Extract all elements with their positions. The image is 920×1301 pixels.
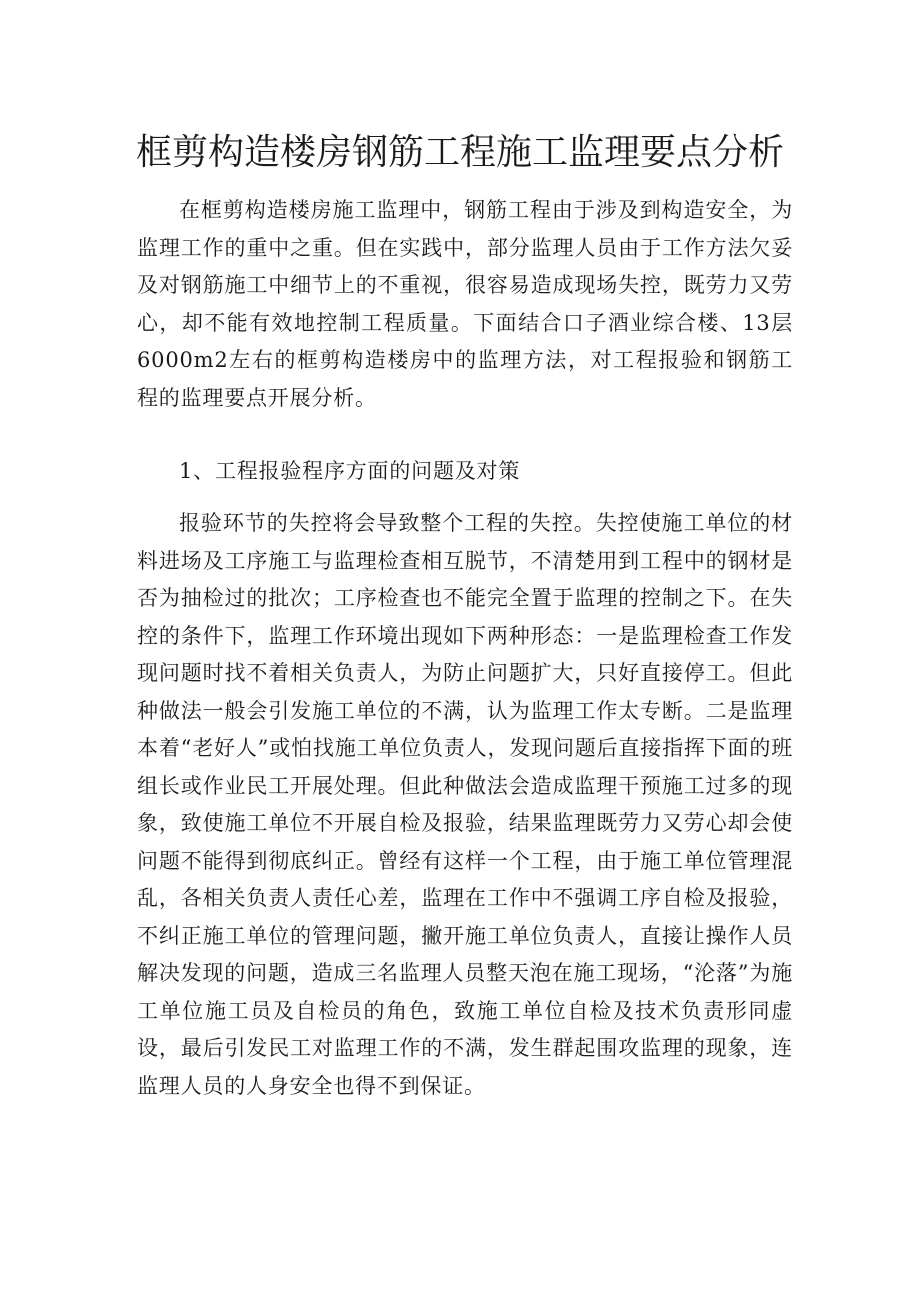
intro-paragraph: 在框剪构造楼房施工监理中，钢筋工程由于涉及到构造安全，为监理工作的重中之重。但在实践中，部分监理人员由于工作方法欠妥及对钢筋施工中细节上的不重视，很容易造成现场失控，既劳力又劳心，却不能有效地控制工程质量。下面结合口子酒业综合楼、13层6000m2左右的框剪构造楼房中的监理方法，对工程报验和钢筋工程的监理要点开展分析。 <box>137 198 793 410</box>
section-paragraph: 报验环节的失控将会导致整个工程的失控。失控使施工单位的材料进场及工序施工与监理检查相互脱节，不清楚用到工程中的钢材是否为抽检过的批次；工序检查也不能完全置于监理的控制之下。在失控的条件下，监理工作环境出现如下两种形态：一是监理检查工作发现问题时找不着相关负责人，为防止问题扩大，只好直接停工。但此种做法一般会引发施工单位的不满，认为监理工作太专断。二是监理本着“老好人”或怕找施工单位负责人，发现问题后直接指挥下面的班组长或作业民工开展处理。但此种做法会造成监理干预施工过多的现象，致使施工单位不开展自检及报验，结果监理既劳力又劳心却会使问题不能得到彻底纠正。曾经有这样一个工程，由于施工单位管理混乱，各相关负责人责任心差，监理在工作中不强调工序自检及报验，不纠正施工单位的管理问题，撇开施工单位负责人，直接让操作人员解决发现的问题，造成三名监理人员整天泡在施工现场，“沦落”为施工单位施工员及自检员的角色，致施工单位自检及技术负责形同虚设，最后引发民工对监理工作的不满，发生群起围攻监理的现象，连监理人员的人身安全也得不到保证。 <box>137 511 793 1098</box>
section-heading: 1、工程报验程序方面的问题及对策 <box>179 459 521 483</box>
document-title: 框剪构造楼房钢筋工程施工监理要点分析 <box>135 132 784 173</box>
